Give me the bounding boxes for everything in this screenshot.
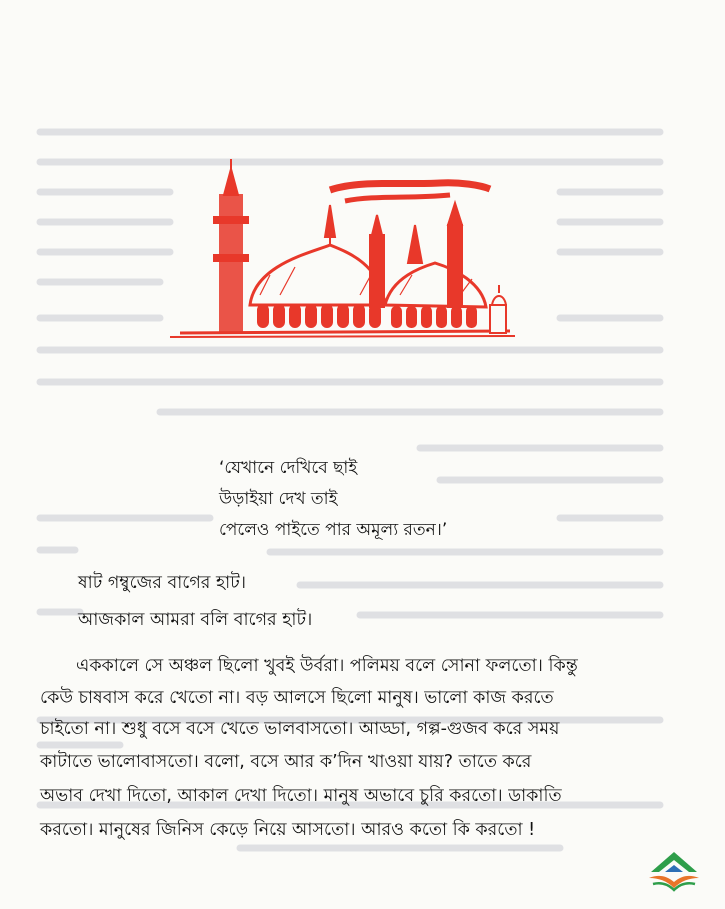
paragraph-line-6: করতো। মানুষের জিনিস কেড়ে নিয়ে আসতো। আরও কতো কি করতো !: [40, 820, 536, 840]
body-line-2: আজকাল আমরা বলি বাগের হাট।: [78, 610, 313, 630]
publisher-logo-icon: [643, 848, 705, 894]
paragraph-line-5: অভাব দেখা দিতো, আকাল দেখা দিতো। মানুষ অভাবে চুরি করতো। ডাকাতি: [40, 786, 562, 806]
paragraph-line-1: এককালে সে অঞ্চল ছিলো খুবই উর্বরা। পলিময় বলে সোনা ফলতো। কিন্তু: [76, 656, 578, 676]
mosque-illustration: [160, 155, 530, 355]
paragraph-line-2: কেউ চাষবাস করে খেতো না। বড় আলসে ছিলো মানুষ। ভালো কাজ করতে: [40, 688, 554, 708]
paragraph-line-3: চাইতো না। শুধু বসে বসে খেতে ভালবাসতো। আড্ডা, গল্প-গুজব করে সময়: [40, 719, 560, 739]
poem-block: [219, 453, 619, 546]
paragraph-line-4: কাটাতে ভালোবাসতো। বলো, বসে আর ক’দিন খাওয়া যায়? তাতে করে: [40, 752, 532, 772]
body-line-1: ষাট গম্বুজের বাগের হাট।: [78, 573, 247, 593]
poem-line-3: পেলেও পাইতে পার অমূল্য রতন।’: [219, 520, 448, 540]
poem-line-2: উড়াইয়া দেখ তাই: [219, 489, 338, 509]
poem-line-1: ‘যেখানে দেখিবে ছাই: [219, 458, 358, 478]
